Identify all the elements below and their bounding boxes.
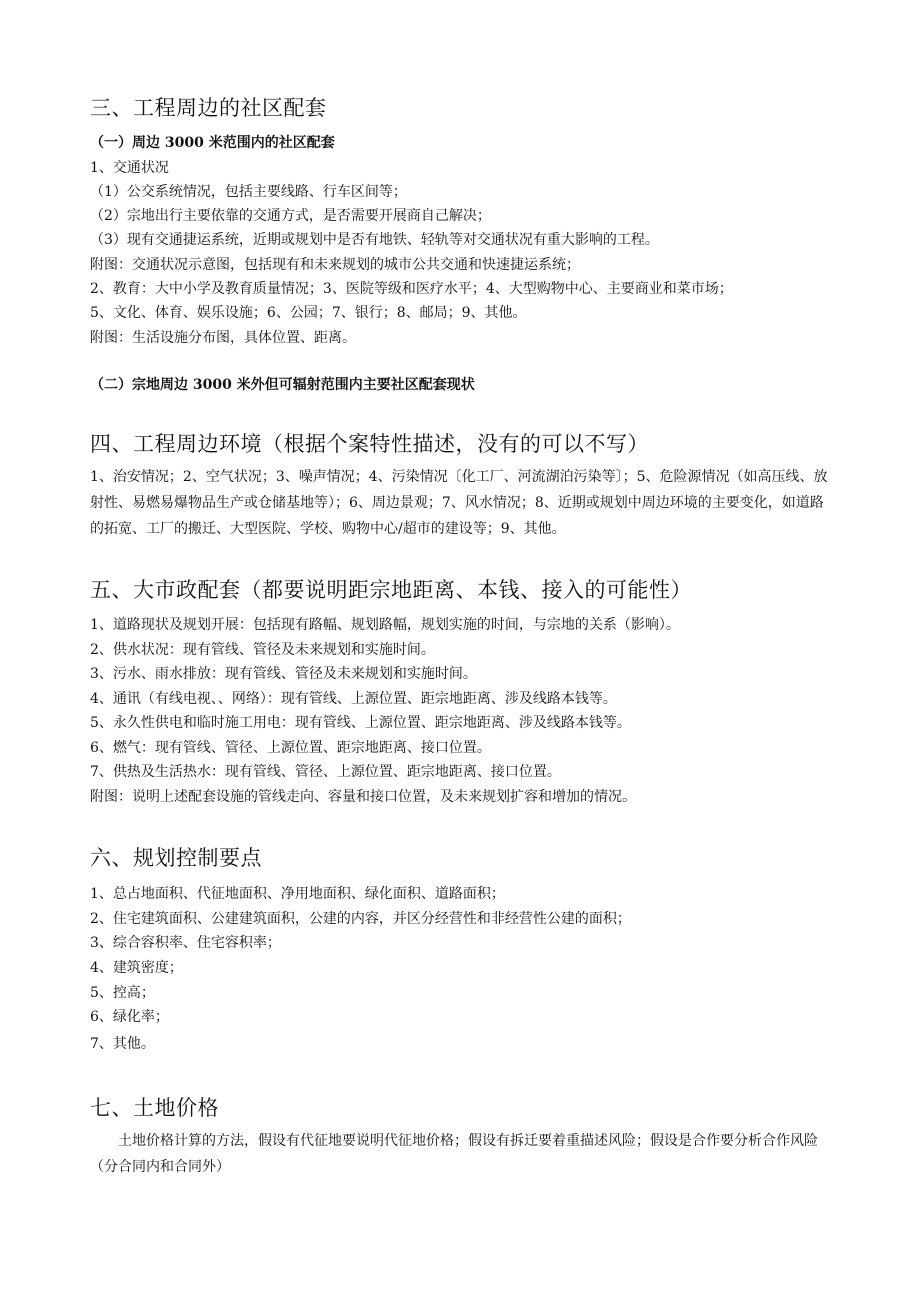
section-5-heading: 五、大市政配套（都要说明距宗地距离、本钱、接入的可能性） bbox=[90, 578, 692, 602]
section-6-line: 4、建筑密度； bbox=[90, 960, 183, 976]
section-5-line: 7、供热及生活热水：现有管线、管径、上源位置、距宗地距离、接口位置。 bbox=[90, 764, 561, 780]
section-5-line: 4、通讯（有线电视、、网络）：现有管线、上源位置、距宗地距离、涉及线路本钱等。 bbox=[90, 691, 617, 707]
section-4-paragraph: 1、治安情况；2、空气状况；3、噪声情况；4、污染情况〔化工厂、河流湖泊污染等〕；5、危险源情况（如高压线、放射性、易燃易爆物品生产或仓储基地等）；6、周边景观；7、风水情况；8、近期或规划中周边环境的主要变化，如道路的拓宽、工厂的搬迁、大型医院、学校、购物中心/超市的建设等；9、其他。 bbox=[90, 469, 828, 537]
section-3-line: （3）现有交通捷运系统，近期或规划中是否有地铁、轻轨等对交通状况有重大影响的工程。 bbox=[90, 232, 659, 248]
section-4-heading: 四、工程周边环境（根据个案特性描述，没有的可以不写） bbox=[90, 432, 649, 456]
section-7-heading: 七、土地价格 bbox=[90, 1096, 219, 1120]
section-3-line: 2、教育：大中小学及教育质量情况；3、医院等级和医疗水平；4、大型购物中心、主要商业和菜市场； bbox=[90, 281, 733, 297]
section-6-line: 7、其他。 bbox=[90, 1036, 155, 1052]
section-6-line: 1、总占地面积、代征地面积、净用地面积、绿化面积、道路面积； bbox=[90, 886, 505, 902]
section-3-subheading-1: （一）周边 3000 米范围内的社区配套 bbox=[90, 135, 335, 151]
section-3-line: （2）宗地出行主要依靠的交通方式，是否需要开展商自己解决； bbox=[90, 208, 491, 224]
section-3-line: 5、文化、体育、娱乐设施；6、公园；7、银行；8、邮局；9、其他。 bbox=[90, 305, 527, 321]
section-5-line: 附图：说明上述配套设施的管线走向、容量和接口位置，及未来规划扩容和增加的情况。 bbox=[90, 789, 636, 805]
section-5-line: 5、永久性供电和临时施工用电：现有管线、上源位置、距宗地距离、涉及线路本钱等。 bbox=[90, 715, 631, 731]
section-6-line: 3、综合容积率、住宅容积率； bbox=[90, 935, 281, 951]
section-6-line: 6、绿化率； bbox=[90, 1009, 169, 1025]
section-5-line: 3、污水、雨水排放：现有管线、管径及未来规划和实施时间。 bbox=[90, 666, 477, 682]
section-5-line: 1、道路现状及规划开展：包括现有路幅、规划路幅，规划实施的时间，与宗地的关系（影响）。 bbox=[90, 617, 680, 633]
section-7-paragraph: 土地价格计算的方法，假设有代征地要说明代征地价格；假设有拆迁要着重描述风险；假设是合作要分析合作风险（分合同内和合同外） bbox=[90, 1133, 818, 1175]
section-3-line: （1）公交系统情况，包括主要线路、行车区间等； bbox=[90, 184, 407, 200]
section-5-line: 6、燃气：现有管线、管径、上源位置、距宗地距离、接口位置。 bbox=[90, 740, 491, 756]
section-6-heading: 六、规划控制要点 bbox=[90, 846, 262, 870]
section-3-heading: 三、工程周边的社区配套 bbox=[90, 96, 327, 120]
section-3-subheading-2: （二）宗地周边 3000 米外但可辐射范围内主要社区配套现状 bbox=[90, 377, 475, 393]
section-3-line: 1、交通状况 bbox=[90, 160, 169, 176]
section-3-line: 附图：生活设施分布图，具体位置、距离。 bbox=[90, 330, 356, 346]
section-6-line: 5、控高； bbox=[90, 985, 155, 1001]
section-5-line: 2、供水状况：现有管线、管径及未来规划和实施时间。 bbox=[90, 642, 435, 658]
section-3-line: 附图：交通状况示意图，包括现有和未来规划的城市公共交通和快速捷运系统； bbox=[90, 257, 580, 273]
section-6-line: 2、住宅建筑面积、公建建筑面积，公建的内容，并区分经营性和非经营性公建的面积； bbox=[90, 911, 631, 927]
